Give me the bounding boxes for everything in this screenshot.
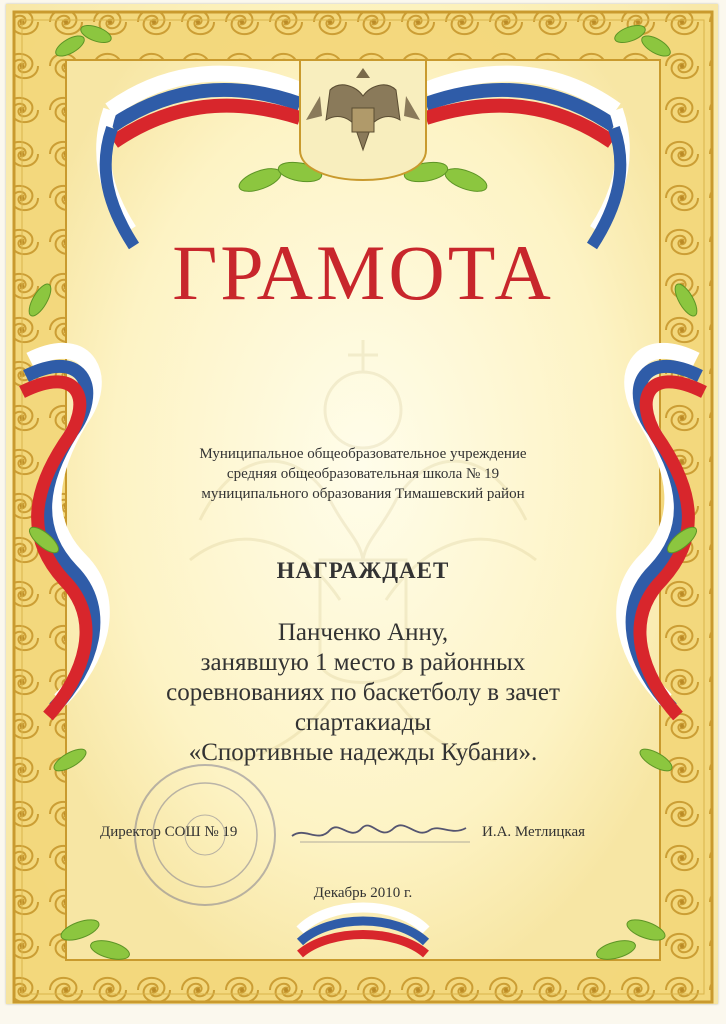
achievement-line: соревнованиях по баскетболу в зачет (166, 679, 560, 706)
recipient-name: Панченко Анну, (277, 619, 449, 646)
organization-line: Муниципальное общеобразовательное учреждение (199, 446, 527, 462)
issue-date: Декабрь 2010 г. (313, 885, 413, 901)
achievement-line: «Спортивные надежды Кубани». (188, 739, 538, 766)
signature-icon (292, 825, 466, 836)
certificate-title: ГРАМОТА (172, 229, 554, 316)
signer-name: И.А. Метлицкая (482, 824, 586, 840)
organization-line: средняя общеобразовательная школа № 19 (226, 466, 500, 482)
organization-line: муниципального образования Тимашевский район (201, 486, 525, 502)
director-label: Директор СОШ № 19 (100, 824, 238, 840)
awards-heading: НАГРАЖДАЕТ (276, 558, 450, 583)
achievement-line: спартакиады (294, 709, 432, 736)
achievement-line: занявшую 1 место в районных (200, 649, 526, 676)
